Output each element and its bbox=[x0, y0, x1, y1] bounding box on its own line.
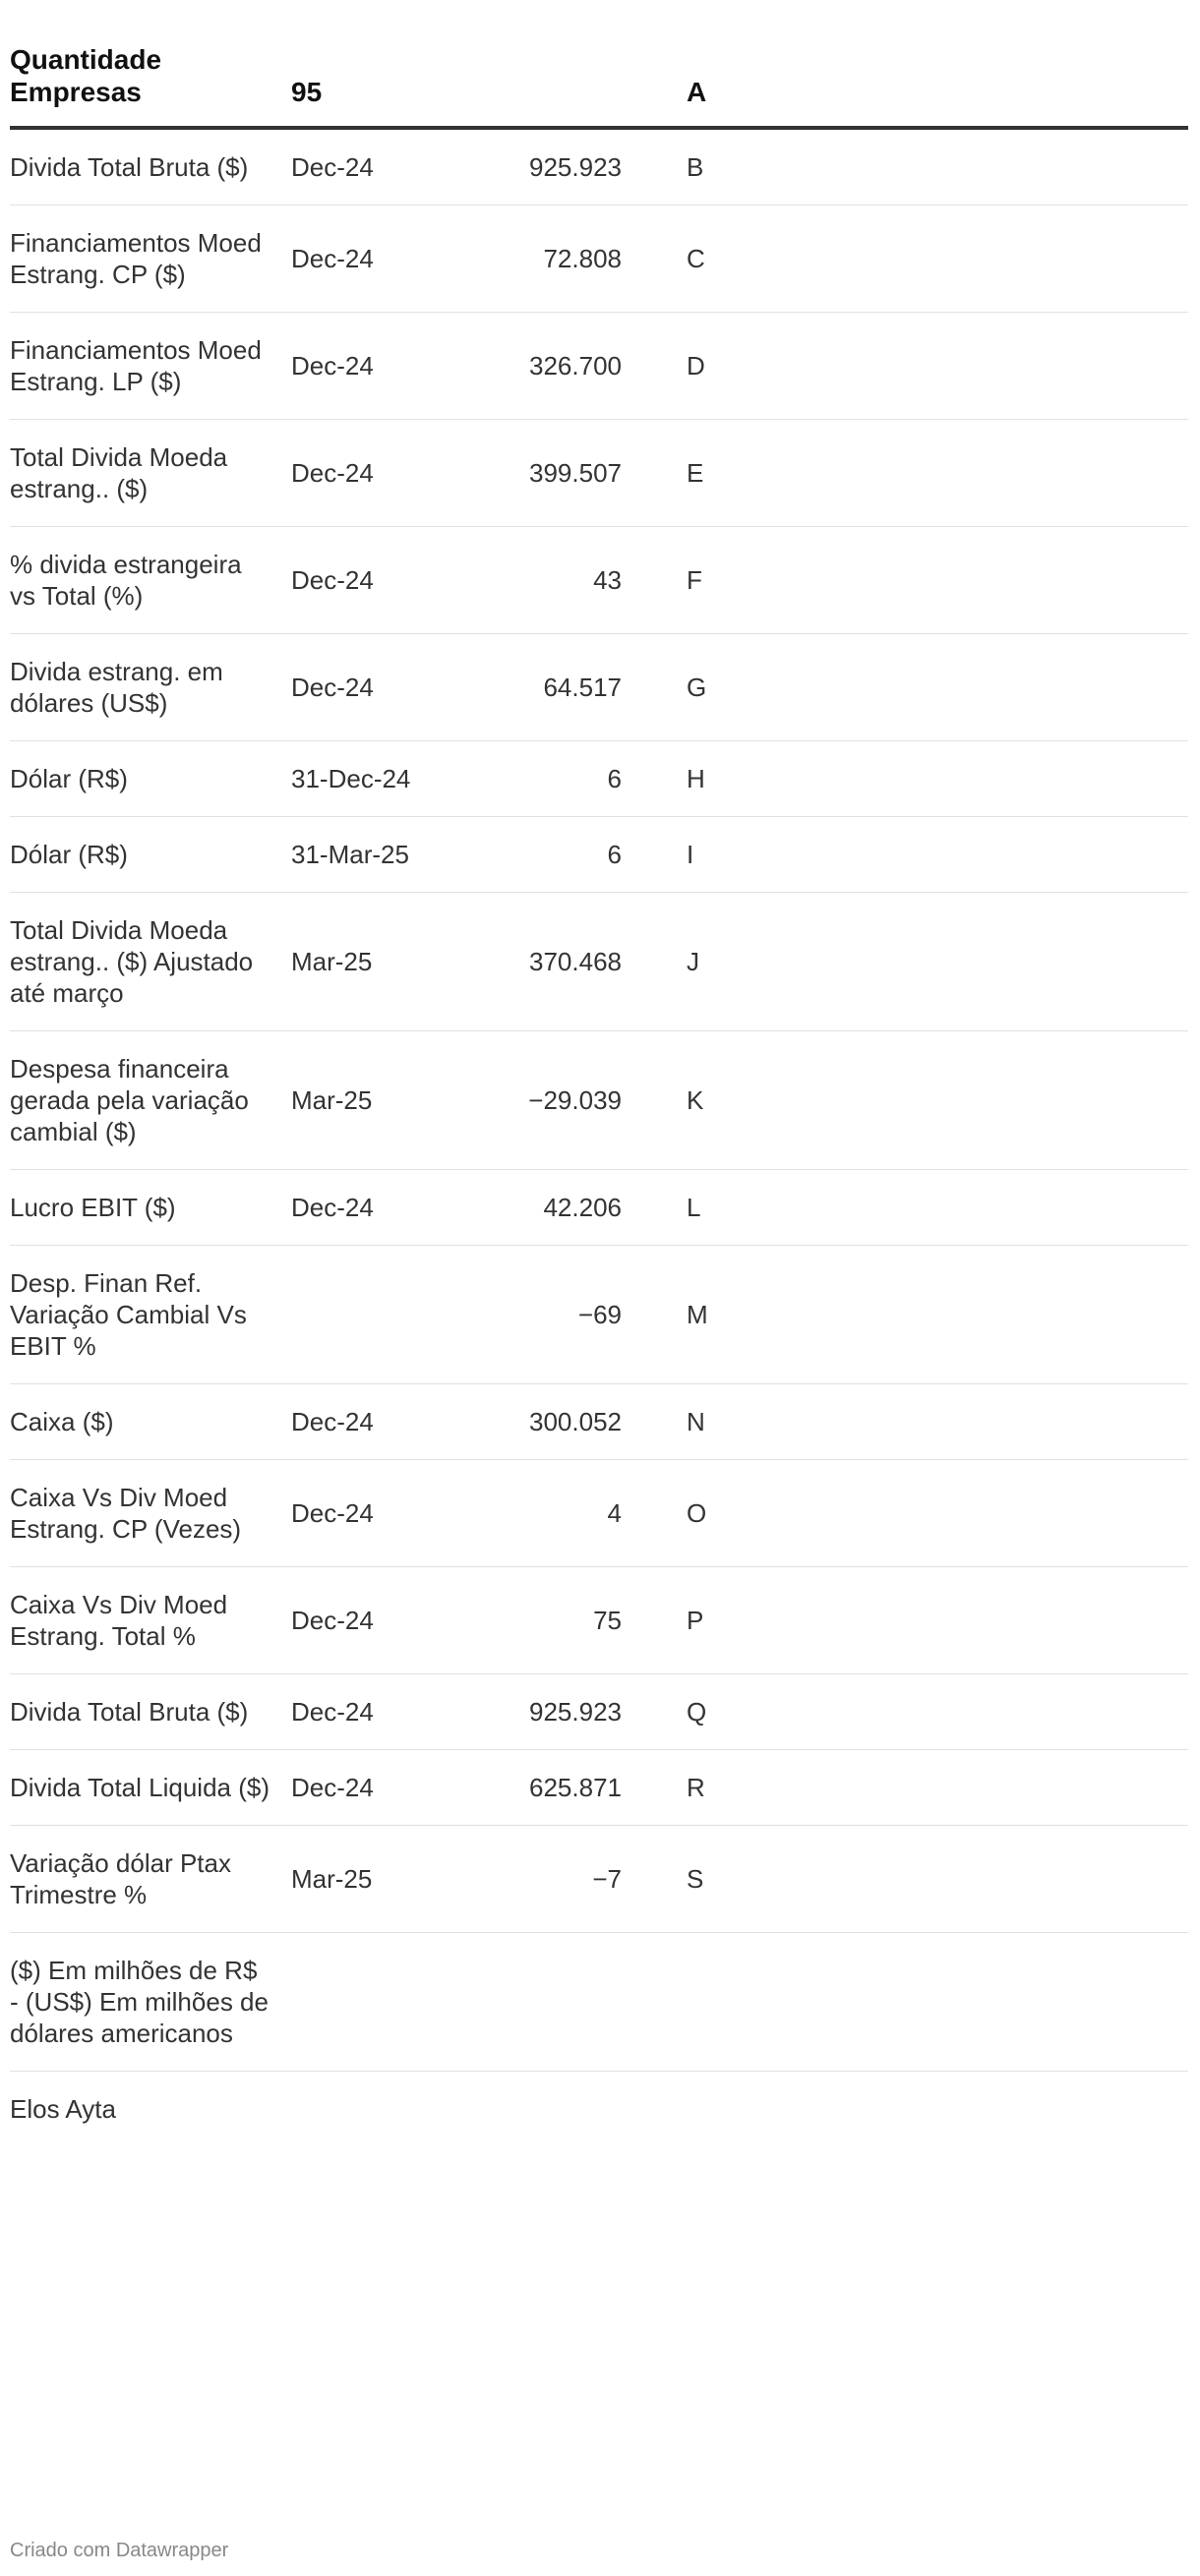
row-value: 625.871 bbox=[468, 1750, 622, 1826]
row-label: Financiamentos Moed Estrang. CP ($) bbox=[10, 205, 291, 313]
row-value: 300.052 bbox=[468, 1384, 622, 1460]
row-code: R bbox=[622, 1750, 1188, 1826]
row-date: Mar-25 bbox=[291, 1826, 468, 1933]
row-label: Total Divida Moeda estrang.. ($) Ajustado até março bbox=[10, 893, 291, 1031]
row-value: −7 bbox=[468, 1826, 622, 1933]
table-row bbox=[10, 634, 1188, 741]
table-body bbox=[10, 128, 1188, 2146]
row-code: P bbox=[622, 1567, 1188, 1674]
row-label: Total Divida Moeda estrang.. ($) bbox=[10, 420, 291, 527]
row-code: J bbox=[622, 893, 1188, 1031]
table-row bbox=[10, 420, 1188, 527]
datawrapper-credit: Criado com Datawrapper bbox=[10, 2540, 229, 2561]
table-row bbox=[10, 205, 1188, 313]
row-label: % divida estrangeira vs Total (%) bbox=[10, 527, 291, 634]
row-code: G bbox=[622, 634, 1188, 741]
row-code: I bbox=[622, 817, 1188, 893]
row-code: N bbox=[622, 1384, 1188, 1460]
row-date: Dec-24 bbox=[291, 1384, 468, 1460]
table-row bbox=[10, 128, 1188, 205]
row-date bbox=[291, 1933, 468, 2072]
data-table bbox=[10, 43, 1188, 2146]
row-value: 370.468 bbox=[468, 893, 622, 1031]
row-date: Dec-24 bbox=[291, 420, 468, 527]
table-row bbox=[10, 1674, 1188, 1750]
row-code: L bbox=[622, 1170, 1188, 1246]
header-row bbox=[10, 43, 1188, 128]
header-count: 95 bbox=[291, 43, 468, 128]
row-code: Q bbox=[622, 1674, 1188, 1750]
row-code: D bbox=[622, 313, 1188, 420]
row-label: Caixa ($) bbox=[10, 1384, 291, 1460]
row-date: Mar-25 bbox=[291, 893, 468, 1031]
row-value bbox=[468, 1933, 622, 2072]
row-date: Mar-25 bbox=[291, 1031, 468, 1170]
row-label: Caixa Vs Div Moed Estrang. CP (Vezes) bbox=[10, 1460, 291, 1567]
row-code: E bbox=[622, 420, 1188, 527]
table-row bbox=[10, 2072, 1188, 2147]
table-row bbox=[10, 741, 1188, 817]
row-code bbox=[622, 2072, 1188, 2147]
header-code: A bbox=[622, 43, 1188, 128]
row-value: 6 bbox=[468, 741, 622, 817]
row-label: Variação dólar Ptax Trimestre % bbox=[10, 1826, 291, 1933]
table-row bbox=[10, 1170, 1188, 1246]
row-value: −69 bbox=[468, 1246, 622, 1384]
header-empty bbox=[468, 43, 622, 128]
table-row bbox=[10, 1567, 1188, 1674]
header-quantidade-empresas: Quantidade Empresas bbox=[10, 43, 291, 128]
row-label: Caixa Vs Div Moed Estrang. Total % bbox=[10, 1567, 291, 1674]
row-code: F bbox=[622, 527, 1188, 634]
table-row bbox=[10, 1750, 1188, 1826]
table-header bbox=[10, 43, 1188, 128]
row-date: Dec-24 bbox=[291, 1567, 468, 1674]
row-label: Divida Total Liquida ($) bbox=[10, 1750, 291, 1826]
row-date: Dec-24 bbox=[291, 1750, 468, 1826]
row-date: Dec-24 bbox=[291, 1674, 468, 1750]
row-date: 31-Dec-24 bbox=[291, 741, 468, 817]
row-value: 925.923 bbox=[468, 128, 622, 205]
table-row bbox=[10, 817, 1188, 893]
row-label: Desp. Finan Ref. Variação Cambial Vs EBIT % bbox=[10, 1246, 291, 1384]
row-value: 925.923 bbox=[468, 1674, 622, 1750]
row-code bbox=[622, 1933, 1188, 2072]
row-date: 31-Mar-25 bbox=[291, 817, 468, 893]
row-date: Dec-24 bbox=[291, 1170, 468, 1246]
row-value: 42.206 bbox=[468, 1170, 622, 1246]
row-code: C bbox=[622, 205, 1188, 313]
row-label: Divida estrang. em dólares (US$) bbox=[10, 634, 291, 741]
table-row bbox=[10, 1031, 1188, 1170]
row-value: 326.700 bbox=[468, 313, 622, 420]
row-code: M bbox=[622, 1246, 1188, 1384]
row-code: S bbox=[622, 1826, 1188, 1933]
row-date: Dec-24 bbox=[291, 128, 468, 205]
row-date: Dec-24 bbox=[291, 205, 468, 313]
row-value bbox=[468, 2072, 622, 2147]
row-label: Divida Total Bruta ($) bbox=[10, 128, 291, 205]
row-value: −29.039 bbox=[468, 1031, 622, 1170]
row-label: Despesa financeira gerada pela variação cambial ($) bbox=[10, 1031, 291, 1170]
row-label: Divida Total Bruta ($) bbox=[10, 1674, 291, 1750]
row-date: Dec-24 bbox=[291, 313, 468, 420]
table-row bbox=[10, 527, 1188, 634]
row-value: 6 bbox=[468, 817, 622, 893]
table-row bbox=[10, 1460, 1188, 1567]
row-value: 72.808 bbox=[468, 205, 622, 313]
data-table-container bbox=[10, 43, 1188, 2146]
row-label: Lucro EBIT ($) bbox=[10, 1170, 291, 1246]
row-value: 399.507 bbox=[468, 420, 622, 527]
row-code: O bbox=[622, 1460, 1188, 1567]
row-value: 4 bbox=[468, 1460, 622, 1567]
table-row bbox=[10, 1246, 1188, 1384]
row-date: Dec-24 bbox=[291, 634, 468, 741]
table-row bbox=[10, 1384, 1188, 1460]
table-row bbox=[10, 1933, 1188, 2072]
row-label: Dólar (R$) bbox=[10, 741, 291, 817]
row-value: 75 bbox=[468, 1567, 622, 1674]
row-code: H bbox=[622, 741, 1188, 817]
row-label: Dólar (R$) bbox=[10, 817, 291, 893]
table-row bbox=[10, 893, 1188, 1031]
table-row bbox=[10, 1826, 1188, 1933]
row-date: Dec-24 bbox=[291, 527, 468, 634]
row-date bbox=[291, 2072, 468, 2147]
row-label: Elos Ayta bbox=[10, 2094, 116, 2124]
row-date: Dec-24 bbox=[291, 1460, 468, 1567]
table-row bbox=[10, 313, 1188, 420]
row-date bbox=[291, 1246, 468, 1384]
row-label: Financiamentos Moed Estrang. LP ($) bbox=[10, 313, 291, 420]
row-label: ($) Em milhões de R$ - (US$) Em milhões de dólares americanos bbox=[10, 1933, 291, 2072]
row-value: 43 bbox=[468, 527, 622, 634]
row-code: K bbox=[622, 1031, 1188, 1170]
row-code: B bbox=[622, 128, 1188, 205]
row-value: 64.517 bbox=[468, 634, 622, 741]
